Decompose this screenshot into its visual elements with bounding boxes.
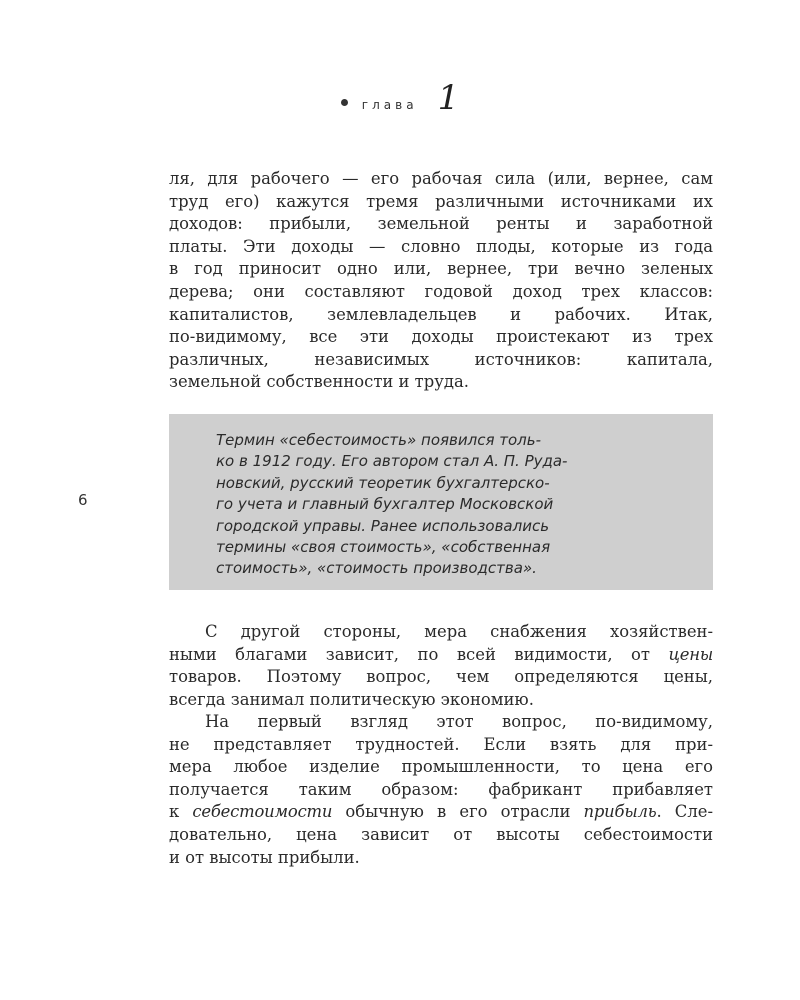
- emphasized-term: прибыль: [583, 802, 657, 822]
- text-line: платы. Эти доходы — словно плоды, которые из года: [169, 236, 713, 256]
- text-line: С другой стороны, мера снабжения хозяйствен-: [205, 622, 713, 641]
- text-line: дерева; они составляют годовой доход трех классов:: [169, 281, 713, 301]
- bullet-icon: [341, 99, 348, 106]
- text-line: ля, для рабочего — его рабочая сила (или, вернее, сам: [169, 169, 713, 188]
- text-line: капиталистов, землевладельцев и рабочих. Итак,: [169, 304, 713, 324]
- running-header: [0, 78, 800, 118]
- text-line: в год приносит одно или, вернее, три вечно зеленых: [169, 259, 713, 279]
- text-line: На первый взгляд этот вопрос, по-видимому,: [205, 712, 713, 731]
- text-run: ными благами зависит, по всей видимости, от: [169, 644, 669, 664]
- sidebar-line: городской управы. Ранее использовались: [216, 516, 550, 535]
- paragraph-3: [169, 711, 713, 869]
- sidebar-line: термины «своя стоимость», «собственная: [216, 538, 551, 557]
- sidebar-line: стоимость», «стоимость производства».: [216, 559, 537, 578]
- text-line: земельной собственности и труда.: [169, 372, 469, 392]
- text-line: труд его) кажутся тремя различными источниками их: [169, 191, 713, 211]
- text-line: [169, 644, 713, 667]
- page-number: 6: [78, 491, 88, 509]
- text-line: [169, 801, 713, 824]
- text-line: получается таким образом: фабрикант прибавляет: [169, 779, 713, 799]
- text-line: всегда занимал политическую экономию.: [169, 689, 534, 709]
- sidebar-line: ко в 1912 году. Его автором стал А. П. Руда-: [216, 452, 568, 471]
- text-line: по-видимому, все эти доходы проистекают из трех: [169, 327, 713, 347]
- sidebar-line: го учета и главный бухгалтер Московской: [216, 495, 554, 514]
- text-line: мера любое изделие промышленности, то цена его: [169, 757, 713, 777]
- emphasized-term: цены: [668, 644, 713, 664]
- sidebar-line: Термин «себестоимость» появился толь-: [216, 431, 541, 449]
- sidebar-line: новский, русский теоретик бухгалтерско-: [216, 473, 550, 492]
- text-line: довательно, цена зависит от высоты себестоимости: [169, 824, 713, 844]
- text-line: и от высоты прибыли.: [169, 847, 360, 867]
- chapter-number: 1: [437, 78, 460, 118]
- text-line: товаров. Поэтому вопрос, чем определяются цены,: [169, 667, 713, 687]
- paragraph-2: [169, 621, 713, 711]
- text-line: доходов: прибыли, земельной ренты и заработной: [169, 214, 713, 234]
- sidebar-text: [216, 430, 676, 580]
- text-run: . Сле-: [656, 802, 713, 822]
- emphasized-term: себестоимости: [192, 802, 333, 822]
- text-line: не представляет трудностей. Если взять для при-: [169, 734, 713, 754]
- text-run: обычную в его отрасли: [332, 802, 584, 822]
- chapter-label: глава: [361, 98, 418, 112]
- sidebar-note: [169, 414, 713, 590]
- text-line: различных, независимых источников: капитала,: [169, 349, 713, 369]
- text-run: к: [169, 802, 193, 822]
- paragraph-1: [169, 168, 713, 394]
